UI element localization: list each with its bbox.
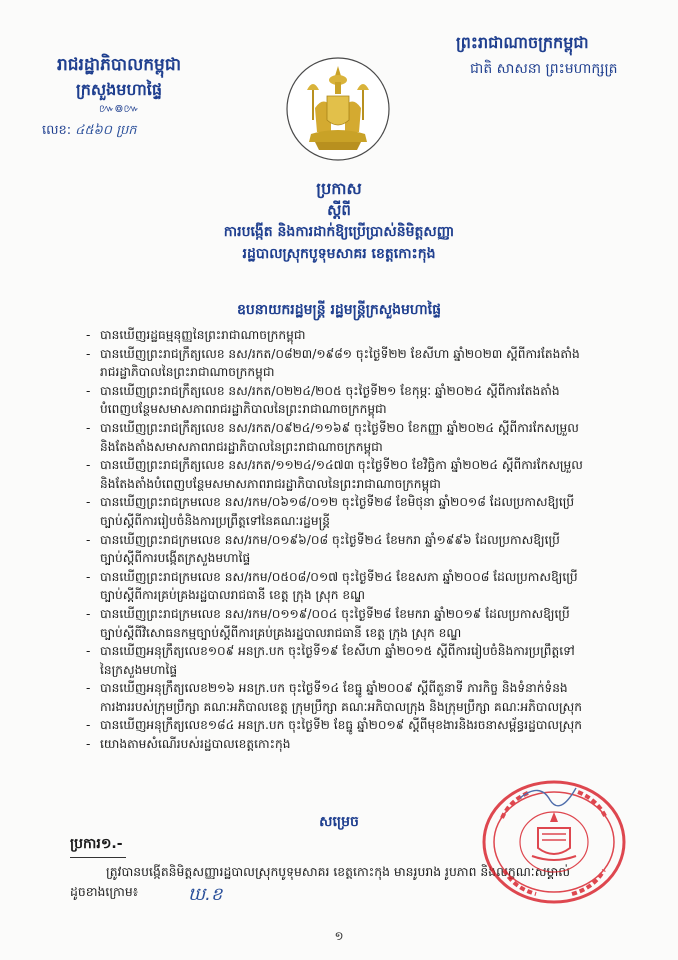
- list-item: - បានឃើញព្រះរាជក្រមលេខ នស/រកម/០៦១៨/០១២ ចុះថ្ងៃទី២៨ ខែមិថុនា ឆ្នាំ២០១៨ ដែលប្រកាសឱ្យប្រើ ច្បាប់ស្តីពីការរៀបចំនិងការប្រព្រឹត្តទៅនៃគណៈរដ្ឋមន្ត្រី: [86, 493, 646, 530]
- list-item: - យោងតាមសំណើរបស់រដ្ឋបាលខេត្តកោះកុង: [86, 735, 646, 754]
- list-item: - បានឃើញព្រះរាជក្រមលេខ នស/រកម/០១៩៦/០៨ ចុះថ្ងៃទី២៤ ខែមករា ឆ្នាំ១៩៩៦ ដែលប្រកាសឱ្យប្រើ ច្បាប់ស្តីពីការបង្កើតក្រសួងមហាផ្ទៃ: [86, 531, 646, 568]
- list-item: - បានឃើញព្រះរាជក្រមលេខ នស/រកម/០១១៩/០០៤ ចុះថ្ងៃទី២៨ ខែមករា ឆ្នាំ២០១៩ ដែលប្រកាសឱ្យប្រើ ច្បាប់ស្តីពីវិសោធនកម្មច្បាប់ស្តីពីការគ្រប់គ្រងរដ្ឋបាលរាជធានី ខេត្ត ក្រុង ស្រុក ខណ្ឌ: [86, 605, 646, 642]
- list-item: - បានឃើញព្រះរាជក្រឹត្យលេខ នស/រកត/០៨២៣/១៩៨១ ចុះថ្ងៃទី២២ ខែសីហា ឆ្នាំ២០២៣ ស្តីពីការតែងតាំង រាជរដ្ឋាភិបាលនៃព្រះរាជាណាចក្រកម្ពុជា: [86, 345, 646, 382]
- government-name: រាជរដ្ឋាភិបាលកម្ពុជា: [56, 55, 182, 75]
- considerations-list: [86, 326, 646, 754]
- list-item: - បានឃើញព្រះរាជក្រឹត្យលេខ នស/រកត/០៩២៤/១១៦៩ ចុះថ្ងៃទី២០ ខែកញ្ញា ឆ្នាំ២០២៤ ស្តីពីការកែសម្រួល និងតែងតាំងសមាសភាពរាជរដ្ឋាភិបាលនៃព្រះរាជាណាចក្រកម្ពុជា: [86, 419, 646, 456]
- list-item: - បានឃើញអនុក្រឹត្យលេខ១៨៤ អនក្រ.បក ចុះថ្ងៃទី២ ខែធ្នូ ឆ្នាំ២០១៩ ស្តីពីមុខងារនិងរចនាសម្ព័ន្ធរដ្ឋបាលស្រុក: [86, 716, 646, 735]
- national-motto: ជាតិ សាសនា ព្រះមហាក្សត្រ: [470, 61, 618, 77]
- list-item: - បានឃើញព្រះរាជក្រមលេខ នស/រកម/០៥០៨/០១៧ ចុះថ្ងៃទី២៤ ខែឧសភា ឆ្នាំ២០០៨ ដែលប្រកាសឱ្យប្រើ ច្បាប់ស្តីពីការគ្រប់គ្រងរដ្ឋបាលរាជធានី ខេត្ត ក្រុង ស្រុក ខណ្ឌ: [86, 568, 646, 605]
- document-type: ប្រកាស: [316, 179, 362, 198]
- decision-heading: សម្រេច: [319, 814, 359, 830]
- article-number: ប្រការ១.-: [70, 836, 123, 852]
- article-body: ត្រូវបានបង្កើតនិមិត្តសញ្ញារដ្ឋបាលស្រុកបូទុមសាគរ ខេត្តកោះកុង មានរូបរាង រូបភាព និងលក្ខណៈសម្គាល់ ដូចខាងក្រោម៖: [70, 864, 571, 899]
- header-ornament: ៚៙៚: [98, 102, 140, 115]
- title-about: ស្តីពី: [327, 201, 351, 219]
- page-number: ១: [334, 929, 344, 943]
- official-seal-stamp-icon: [480, 778, 628, 906]
- article-heading: [70, 834, 123, 855]
- article-underline: [70, 857, 126, 858]
- list-item: - បានឃើញព្រះរាជក្រឹត្យលេខ នស/រកត/១១២៤/១៤៧៣ ចុះថ្ងៃទី២០ ខែវិច្ឆិកា ឆ្នាំ២០២៤ ស្តីពីការកែសម្រួល និងតែងតាំងបំពេញបន្ថែមសមាសភាពរាជរដ្ឋាភិបាលនៃព្រះរាជាណាចក្រកម្ពុជា: [86, 456, 646, 493]
- reference-value: ៤៥៦០ ប្រក: [75, 123, 137, 138]
- ministry-header: [30, 52, 208, 116]
- document-title: [80, 178, 598, 265]
- kingdom-name: ព្រះរាជាណាចក្រកម្ពុជា: [456, 33, 589, 52]
- list-item: - បានឃើញរដ្ឋធម្មនុញ្ញនៃព្រះរាជាណាចក្រកម្ពុជា: [86, 326, 646, 345]
- list-item: - បានឃើញអនុក្រឹត្យលេខ១០៩ អនក្រ.បក ចុះថ្ងៃទី១៩ ខែសីហា ឆ្នាំ២០១៥ ស្តីពីការរៀបចំនិងការប្រព្រឹត្តទៅ នៃក្រសួងមហាផ្ទៃ: [86, 642, 646, 679]
- list-item: - បានឃើញអនុក្រឹត្យលេខ២១៦ អនក្រ.បក ចុះថ្ងៃទី១៤ ខែធ្នូ ឆ្នាំ២០០៩ ស្តីពីតួនាទី ភារកិច្ច និងទំនាក់ទំនង ការងាររបស់ក្រុមប្រឹក្សា គណៈអភិបាលខេត្ត ក្រុមប្រឹក្សា គណៈអភិបាលក្រុង និងក្រុមប្រឹក្សា គណៈអភិបាលស្រុក: [86, 679, 646, 716]
- list-item: - បានឃើញព្រះរាជក្រឹត្យលេខ នស/រកត/០២២៤/២០៥ ចុះថ្ងៃទី២១ ខែកុម្ភៈ ឆ្នាំ២០២៤ ស្តីពីការតែងតាំង បំពេញបន្ថែមសមាសភាពរាជរដ្ឋាភិបាលនៃព្រះរាជាណាចក្រកម្ពុជា: [86, 382, 646, 419]
- kingdom-header: [440, 30, 660, 80]
- handwritten-initials: ឃ.ខ: [188, 884, 223, 905]
- reference-number: [42, 122, 136, 141]
- subject-line-1: ការបង្កើត និងការដាក់ឱ្យប្រើប្រាស់និមិត្តសញ្ញា: [223, 224, 455, 240]
- ministry-name: ក្រសួងមហាផ្ទៃ: [75, 80, 162, 99]
- reference-label: លេខ:: [42, 123, 72, 138]
- subject-line-2: រដ្ឋបាលស្រុកបូទុមសាគរ ខេត្តកោះកុង: [242, 246, 436, 262]
- royal-coat-of-arms-icon: [285, 56, 391, 162]
- issuer-title: ឧបនាយករដ្ឋមន្ត្រី រដ្ឋមន្ត្រីក្រសួងមហាផ្ទៃ: [236, 302, 441, 318]
